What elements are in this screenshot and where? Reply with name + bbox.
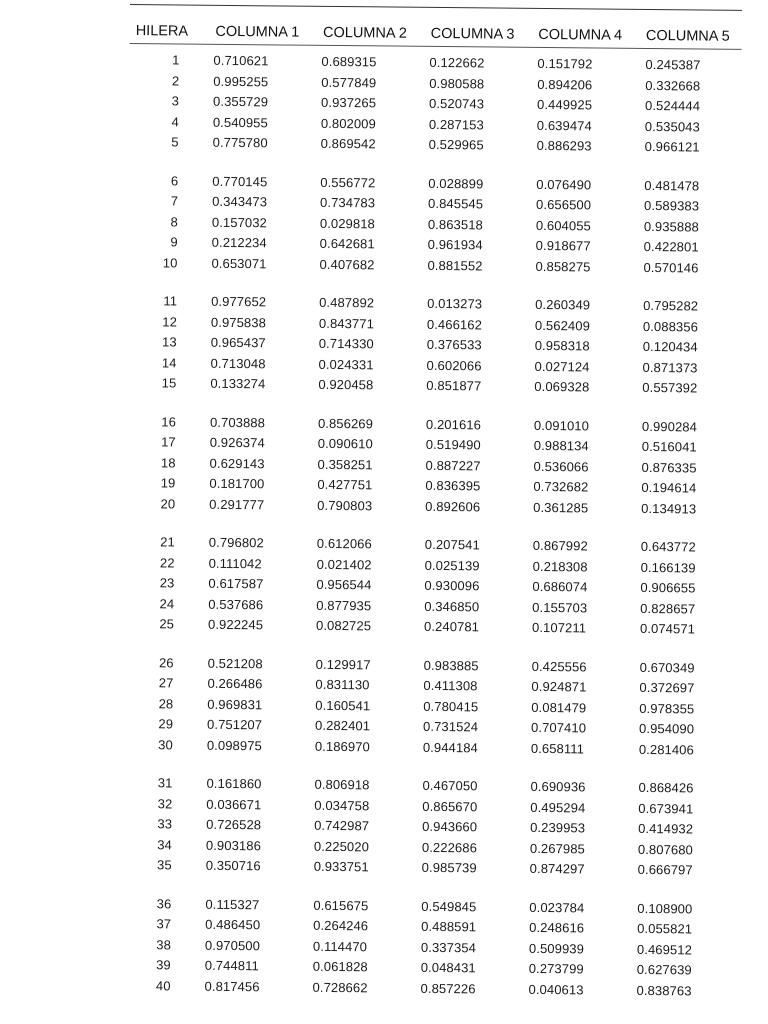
row-number: 21 xyxy=(160,534,175,550)
cell-columna-2: 0.186970 xyxy=(314,738,370,754)
cell-columna-4: 0.867992 xyxy=(532,537,588,554)
cell-columna-2: 0.869542 xyxy=(320,135,376,152)
row-number: 4 xyxy=(171,113,179,129)
cell-columna-3: 0.780415 xyxy=(423,698,479,714)
cell-columna-2: 0.714330 xyxy=(318,335,374,352)
cell-columna-3: 0.337354 xyxy=(420,939,477,955)
row-number: 1 xyxy=(172,52,180,68)
cell-columna-5: 0.627639 xyxy=(636,961,692,978)
cell-columna-4: 0.449925 xyxy=(536,96,593,113)
row-number: 25 xyxy=(159,616,175,632)
cell-columna-2: 0.802009 xyxy=(320,115,376,131)
cell-columna-2: 0.933751 xyxy=(313,858,369,875)
cell-columna-4: 0.924871 xyxy=(531,678,587,695)
cell-columna-5: 0.666797 xyxy=(637,861,693,878)
row-number: 14 xyxy=(161,354,177,370)
cell-columna-2: 0.061828 xyxy=(312,958,368,975)
cell-columna-5: 0.954090 xyxy=(638,720,695,737)
cell-columna-5: 0.828657 xyxy=(640,600,696,616)
cell-columna-2: 0.225020 xyxy=(313,838,370,854)
cell-columna-5: 0.134913 xyxy=(641,500,697,516)
cell-columna-2: 0.358251 xyxy=(317,456,373,472)
row-number: 38 xyxy=(156,936,172,952)
row-number: 20 xyxy=(160,495,176,511)
row-number: 7 xyxy=(170,193,179,209)
cell-columna-2: 0.615675 xyxy=(313,897,369,913)
cell-columna-5: 0.332668 xyxy=(645,77,701,93)
cell-columna-3: 0.602066 xyxy=(426,357,482,373)
cell-columna-5: 0.589383 xyxy=(644,197,700,214)
cell-columna-5: 0.643772 xyxy=(640,538,696,555)
cell-columna-1: 0.970500 xyxy=(204,937,261,953)
cell-columna-2: 0.082725 xyxy=(315,617,372,634)
cell-columna-2: 0.877935 xyxy=(316,597,372,613)
row-number: 12 xyxy=(162,313,178,329)
cell-columna-4: 0.690936 xyxy=(530,778,586,795)
cell-columna-2: 0.937265 xyxy=(320,94,377,111)
cell-columna-3: 0.943660 xyxy=(422,818,478,835)
row-number: 2 xyxy=(171,72,180,88)
cell-columna-1: 0.111042 xyxy=(208,555,262,571)
cell-columna-3: 0.845545 xyxy=(428,195,484,212)
header-columna-4: COLUMNA 4 xyxy=(538,26,623,44)
row-number: 37 xyxy=(156,916,172,932)
row-number: 24 xyxy=(159,595,175,611)
cell-columna-5: 0.795282 xyxy=(643,297,699,314)
cell-columna-3: 0.520743 xyxy=(428,95,485,112)
cell-columna-2: 0.090610 xyxy=(317,435,373,452)
cell-columna-1: 0.521208 xyxy=(207,655,263,671)
cell-columna-5: 0.570146 xyxy=(643,259,699,275)
row-group xyxy=(125,411,738,519)
cell-columna-1: 0.161860 xyxy=(206,775,262,792)
cell-columna-2: 0.021402 xyxy=(316,556,372,572)
cell-columna-2: 0.487892 xyxy=(319,294,375,311)
header-rule xyxy=(130,43,742,50)
cell-columna-2: 0.264246 xyxy=(313,917,369,934)
cell-columna-4: 0.023784 xyxy=(529,899,585,915)
cell-columna-3: 0.851877 xyxy=(426,377,482,394)
cell-columna-2: 0.790803 xyxy=(317,497,373,513)
cell-columna-4: 0.732682 xyxy=(533,478,589,495)
cell-columna-3: 0.207541 xyxy=(424,536,480,553)
cell-columna-4: 0.425556 xyxy=(531,658,587,674)
row-group xyxy=(123,652,736,760)
header-columna-1: COLUMNA 1 xyxy=(215,23,300,41)
cell-columna-1: 0.995255 xyxy=(213,73,269,89)
row-number: 13 xyxy=(162,334,177,350)
row-number: 32 xyxy=(157,795,173,811)
row-number: 16 xyxy=(161,413,177,429)
cell-columna-4: 0.658111 xyxy=(530,740,585,756)
cell-columna-2: 0.920458 xyxy=(318,376,374,393)
cell-columna-1: 0.266486 xyxy=(207,675,263,692)
cell-columna-1: 0.751207 xyxy=(207,716,263,733)
cell-columna-3: 0.346850 xyxy=(424,598,480,614)
cell-columna-4: 0.151792 xyxy=(537,55,593,72)
cell-columna-4: 0.958318 xyxy=(534,337,590,354)
cell-columna-1: 0.775780 xyxy=(212,134,268,151)
cell-columna-4: 0.260349 xyxy=(535,296,591,313)
row-number: 8 xyxy=(170,213,178,229)
header-columna-2: COLUMNA 2 xyxy=(322,24,407,42)
cell-columna-1: 0.036671 xyxy=(206,796,262,812)
cell-columna-5: 0.108900 xyxy=(637,900,693,916)
cell-columna-3: 0.930096 xyxy=(424,577,480,594)
cell-columna-5: 0.074571 xyxy=(639,620,696,637)
cell-columna-1: 0.713048 xyxy=(210,355,266,371)
cell-columna-5: 0.120434 xyxy=(642,338,698,355)
cell-columna-3: 0.466162 xyxy=(426,316,483,332)
cell-columna-1: 0.796802 xyxy=(208,534,264,551)
cell-columna-1: 0.617587 xyxy=(208,575,264,592)
cell-columna-1: 0.975838 xyxy=(210,314,267,330)
cell-columna-4: 0.536066 xyxy=(533,458,589,474)
cell-columna-1: 0.350716 xyxy=(205,857,261,874)
cell-columna-1: 0.922245 xyxy=(207,616,264,633)
cell-columna-1: 0.710621 xyxy=(213,52,269,69)
cell-columna-3: 0.857226 xyxy=(420,980,476,996)
cell-columna-1: 0.157032 xyxy=(211,214,268,230)
cell-columna-3: 0.222686 xyxy=(421,839,478,855)
cell-columna-4: 0.040613 xyxy=(528,981,584,997)
cell-columna-3: 0.731524 xyxy=(423,718,479,735)
cell-columna-3: 0.980588 xyxy=(429,75,485,91)
row-number: 5 xyxy=(171,134,179,150)
cell-columna-2: 0.427751 xyxy=(317,476,373,493)
cell-columna-5: 0.906655 xyxy=(640,579,696,596)
row-number: 40 xyxy=(155,977,171,993)
cell-columna-4: 0.273799 xyxy=(528,960,584,977)
cell-columna-2: 0.029818 xyxy=(319,215,376,231)
cell-columna-5: 0.978355 xyxy=(639,700,695,716)
row-group xyxy=(126,291,739,399)
cell-columna-1: 0.926374 xyxy=(209,434,265,451)
cell-columna-3: 0.376533 xyxy=(426,336,482,353)
cell-columna-2: 0.160541 xyxy=(315,697,371,713)
cell-columna-1: 0.133274 xyxy=(210,375,266,392)
cell-columna-1: 0.726528 xyxy=(206,816,262,833)
table-body xyxy=(120,50,741,1002)
cell-columna-4: 0.495294 xyxy=(530,799,586,815)
cell-columna-1: 0.653071 xyxy=(211,255,267,271)
row-group xyxy=(120,893,733,1001)
row-number: 18 xyxy=(160,454,176,470)
cell-columna-3: 0.944184 xyxy=(422,739,478,755)
cell-columna-4: 0.686074 xyxy=(532,578,588,595)
row-number: 9 xyxy=(170,234,178,250)
cell-columna-5: 0.868426 xyxy=(638,779,694,796)
cell-columna-1: 0.540955 xyxy=(212,114,268,130)
row-number: 26 xyxy=(158,654,174,670)
cell-columna-2: 0.689315 xyxy=(321,53,377,70)
cell-columna-4: 0.239953 xyxy=(530,819,586,836)
row-number: 15 xyxy=(161,375,177,391)
cell-columna-2: 0.642681 xyxy=(319,235,375,252)
cell-columna-1: 0.486450 xyxy=(205,916,261,933)
cell-columna-5: 0.372697 xyxy=(639,679,695,696)
cell-columna-5: 0.557392 xyxy=(642,379,698,396)
cell-columna-3: 0.865670 xyxy=(422,798,478,814)
row-number: 31 xyxy=(157,775,173,791)
cell-columna-5: 0.876335 xyxy=(641,459,697,475)
row-number: 28 xyxy=(158,695,174,711)
cell-columna-4: 0.886293 xyxy=(536,137,592,154)
cell-columna-3: 0.028899 xyxy=(428,175,484,191)
cell-columna-2: 0.407682 xyxy=(319,256,375,272)
row-number: 22 xyxy=(159,554,175,570)
cell-columna-5: 0.670349 xyxy=(639,659,695,675)
cell-columna-5: 0.524444 xyxy=(644,97,701,114)
cell-columna-2: 0.956544 xyxy=(316,576,372,593)
row-number: 39 xyxy=(156,957,171,973)
cell-columna-3: 0.467050 xyxy=(422,777,478,794)
cell-columna-2: 0.556772 xyxy=(320,174,376,190)
row-number: 17 xyxy=(161,434,176,450)
cell-columna-3: 0.529965 xyxy=(428,136,484,153)
row-number: 3 xyxy=(171,93,180,109)
row-number: 19 xyxy=(160,475,176,491)
cell-columna-3: 0.892606 xyxy=(425,498,481,514)
cell-columna-5: 0.535043 xyxy=(644,118,700,134)
cell-columna-3: 0.287153 xyxy=(428,116,484,132)
cell-columna-5: 0.673941 xyxy=(638,800,694,816)
row-number: 29 xyxy=(158,716,174,732)
cell-columna-2: 0.129917 xyxy=(315,656,371,672)
cell-columna-1: 0.965437 xyxy=(210,334,266,351)
cell-columna-4: 0.639474 xyxy=(536,117,592,133)
cell-columna-1: 0.744811 xyxy=(204,957,259,974)
cell-columna-2: 0.282401 xyxy=(315,717,371,734)
cell-columna-5: 0.414932 xyxy=(638,820,694,837)
row-number: 6 xyxy=(170,172,179,188)
row-number: 27 xyxy=(158,675,174,691)
cell-columna-3: 0.836395 xyxy=(425,477,481,494)
cell-columna-4: 0.858275 xyxy=(535,258,591,274)
cell-columna-3: 0.488591 xyxy=(421,918,477,935)
cell-columna-3: 0.122662 xyxy=(429,54,485,71)
cell-columna-1: 0.770145 xyxy=(212,173,268,189)
cell-columna-1: 0.212234 xyxy=(211,234,267,251)
cell-columna-4: 0.562409 xyxy=(534,317,591,333)
cell-columna-5: 0.516041 xyxy=(641,438,697,455)
cell-columna-1: 0.343473 xyxy=(212,193,268,210)
cell-columna-5: 0.469512 xyxy=(636,941,693,957)
cell-columna-2: 0.843771 xyxy=(318,315,375,331)
cell-columna-5: 0.281406 xyxy=(638,741,694,757)
cell-columna-4: 0.027124 xyxy=(534,358,590,374)
cell-columna-4: 0.091010 xyxy=(533,417,590,433)
row-number: 23 xyxy=(159,575,175,591)
cell-columna-3: 0.519490 xyxy=(425,436,481,453)
cell-columna-5: 0.935888 xyxy=(643,218,699,234)
row-group xyxy=(122,773,735,881)
cell-columna-4: 0.267985 xyxy=(529,840,586,856)
cell-columna-2: 0.831130 xyxy=(315,676,370,693)
cell-columna-4: 0.107211 xyxy=(531,619,587,636)
row-group xyxy=(129,50,742,158)
cell-columna-1: 0.903186 xyxy=(205,837,262,853)
cell-columna-5: 0.481478 xyxy=(644,177,700,193)
cell-columna-3: 0.201616 xyxy=(425,416,482,432)
cell-columna-2: 0.728662 xyxy=(312,979,368,995)
row-group xyxy=(124,532,737,640)
cell-columna-3: 0.549845 xyxy=(421,898,477,914)
cell-columna-1: 0.098975 xyxy=(206,737,262,753)
cell-columna-5: 0.055821 xyxy=(637,920,693,937)
cell-columna-3: 0.983885 xyxy=(423,657,479,673)
cell-columna-5: 0.838763 xyxy=(636,982,692,998)
cell-columna-1: 0.115327 xyxy=(205,896,260,912)
row-group xyxy=(127,170,740,278)
cell-columna-1: 0.629143 xyxy=(209,455,265,471)
cell-columna-5: 0.966121 xyxy=(644,138,700,155)
cell-columna-2: 0.806918 xyxy=(314,776,370,793)
row-number: 30 xyxy=(158,736,173,752)
row-number: 33 xyxy=(157,816,173,832)
cell-columna-4: 0.361285 xyxy=(533,499,589,515)
cell-columna-1: 0.977652 xyxy=(211,293,267,310)
cell-columna-5: 0.245387 xyxy=(645,56,701,73)
cell-columna-1: 0.969831 xyxy=(207,696,263,712)
cell-columna-1: 0.291777 xyxy=(209,496,265,512)
cell-columna-5: 0.422801 xyxy=(643,238,699,255)
cell-columna-3: 0.961934 xyxy=(427,236,483,253)
cell-columna-4: 0.604055 xyxy=(535,217,591,233)
cell-columna-1: 0.817456 xyxy=(204,978,260,994)
row-number: 36 xyxy=(156,895,172,911)
cell-columna-1: 0.703888 xyxy=(209,414,266,430)
cell-columna-3: 0.025139 xyxy=(424,557,480,573)
cell-columna-2: 0.034758 xyxy=(314,797,370,813)
cell-columna-2: 0.024331 xyxy=(318,356,374,372)
cell-columna-3: 0.887227 xyxy=(425,457,481,473)
cell-columna-1: 0.537686 xyxy=(208,596,264,612)
cell-columna-5: 0.194614 xyxy=(641,479,697,496)
cell-columna-4: 0.509939 xyxy=(528,940,585,956)
cell-columna-5: 0.166139 xyxy=(640,559,696,575)
cell-columna-4: 0.894206 xyxy=(537,76,593,92)
cell-columna-3: 0.985739 xyxy=(421,859,477,876)
cell-columna-5: 0.088356 xyxy=(642,318,699,334)
cell-columna-1: 0.355729 xyxy=(212,93,269,110)
cell-columna-3: 0.013273 xyxy=(427,295,483,312)
cell-columna-3: 0.863518 xyxy=(427,216,484,232)
cell-columna-4: 0.155703 xyxy=(532,599,588,615)
cell-columna-4: 0.707410 xyxy=(531,719,587,736)
cell-columna-3: 0.240781 xyxy=(423,618,480,635)
cell-columna-2: 0.734783 xyxy=(320,194,376,211)
cell-columna-3: 0.048431 xyxy=(420,959,476,976)
cell-columna-4: 0.069328 xyxy=(534,378,590,395)
cell-columna-2: 0.856269 xyxy=(317,415,374,431)
cell-columna-3: 0.411308 xyxy=(423,677,478,694)
cell-columna-5: 0.807680 xyxy=(637,841,694,857)
cell-columna-4: 0.874297 xyxy=(529,860,585,877)
cell-columna-4: 0.218308 xyxy=(532,558,588,574)
row-number: 10 xyxy=(162,254,178,270)
cell-columna-2: 0.742987 xyxy=(314,817,370,834)
cell-columna-4: 0.081479 xyxy=(531,699,587,715)
cell-columna-5: 0.871373 xyxy=(642,359,698,375)
cell-columna-4: 0.076490 xyxy=(536,176,592,192)
cell-columna-5: 0.990284 xyxy=(641,418,698,434)
cell-columna-4: 0.656500 xyxy=(536,196,592,213)
cell-columna-2: 0.577849 xyxy=(321,74,377,90)
header-columna-5: COLUMNA 5 xyxy=(645,27,730,45)
random-numbers-table xyxy=(120,4,742,1020)
cell-columna-1: 0.181700 xyxy=(209,475,265,492)
header-hilera: HILERA xyxy=(135,23,189,40)
cell-columna-4: 0.918677 xyxy=(535,237,591,254)
row-number: 34 xyxy=(157,836,173,852)
cell-columna-2: 0.612066 xyxy=(316,535,372,552)
cell-columna-4: 0.988134 xyxy=(533,437,589,454)
row-number: 35 xyxy=(156,857,172,873)
cell-columna-4: 0.248616 xyxy=(529,919,585,936)
header-columna-3: COLUMNA 3 xyxy=(430,25,515,43)
cell-columna-2: 0.114470 xyxy=(312,938,368,954)
table-header xyxy=(130,4,742,45)
cell-columna-3: 0.881552 xyxy=(427,257,483,273)
row-number: 11 xyxy=(163,293,178,309)
